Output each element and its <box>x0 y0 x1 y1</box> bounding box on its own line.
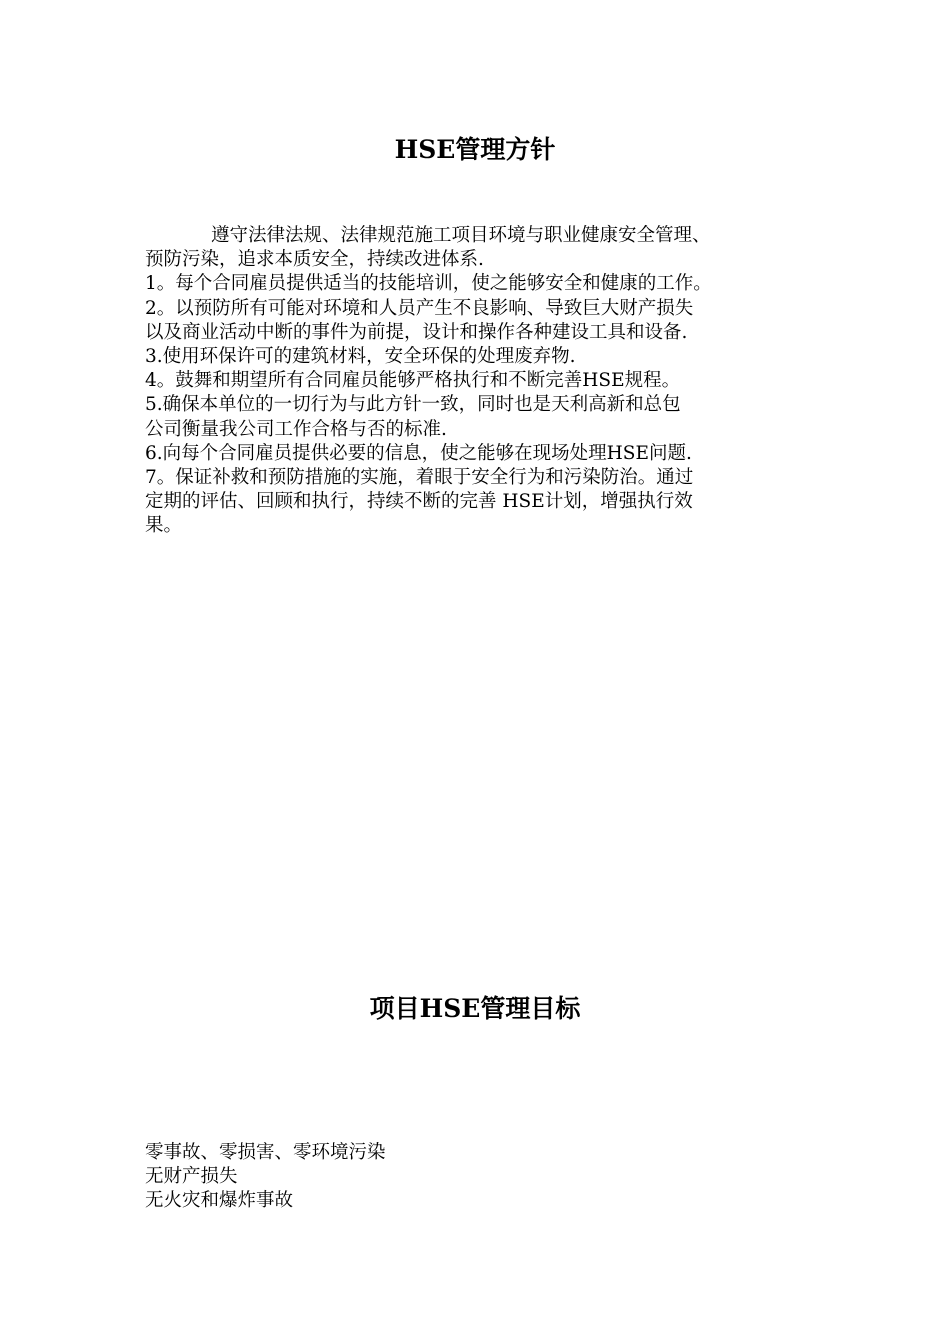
policy-line: 果。 <box>145 515 183 537</box>
policy-line: 预防污染，追求本质安全，持续改进体系. <box>145 249 484 271</box>
policy-line: 6.向每个合同雇员提供必要的信息，使之能够在现场处理HSE问题. <box>145 442 692 464</box>
objectives-list <box>145 1141 825 1214</box>
policy-line: 1。每个合同雇员提供适当的技能培训，使之能够安全和健康的工作。 <box>145 273 712 295</box>
policy-line: 遵守法律法规、法律规范施工项目环境与职业健康安全管理、 <box>211 225 711 246</box>
policy-line: 2。以预防所有可能对环境和人员产生不良影响、导致巨大财产损失 <box>145 297 694 319</box>
policy-line: 定期的评估、回顾和执行，持续不断的完善 HSE计划，增强执行效 <box>145 491 693 513</box>
policy-line: 4。鼓舞和期望所有合同雇员能够严格执行和不断完善HSE规程。 <box>145 370 681 392</box>
objective-item: 无财产损失 <box>145 1166 238 1188</box>
policy-line: 7。保证补救和预防措施的实施，着眼于安全行为和污染防治。通过 <box>145 467 694 489</box>
objective-item: 零事故、零损害、零环境污染 <box>145 1142 386 1163</box>
policy-line: 5.确保本单位的一切行为与此方针一致，同时也是天利高新和总包 <box>145 394 681 416</box>
policy-text <box>145 224 825 539</box>
policy-line: 以及商业活动中断的事件为前提，设计和操作各种建设工具和设备. <box>145 321 688 343</box>
policy-title: HSE管理方针 <box>394 135 556 164</box>
objectives-title: 项目HSE管理目标 <box>369 994 581 1023</box>
objective-item: 无火灾和爆炸事故 <box>145 1190 294 1212</box>
policy-line: 3.使用环保许可的建筑材料，安全环保的处理废弃物. <box>145 346 576 368</box>
policy-line: 公司衡量我公司工作合格与否的标准. <box>145 418 447 440</box>
